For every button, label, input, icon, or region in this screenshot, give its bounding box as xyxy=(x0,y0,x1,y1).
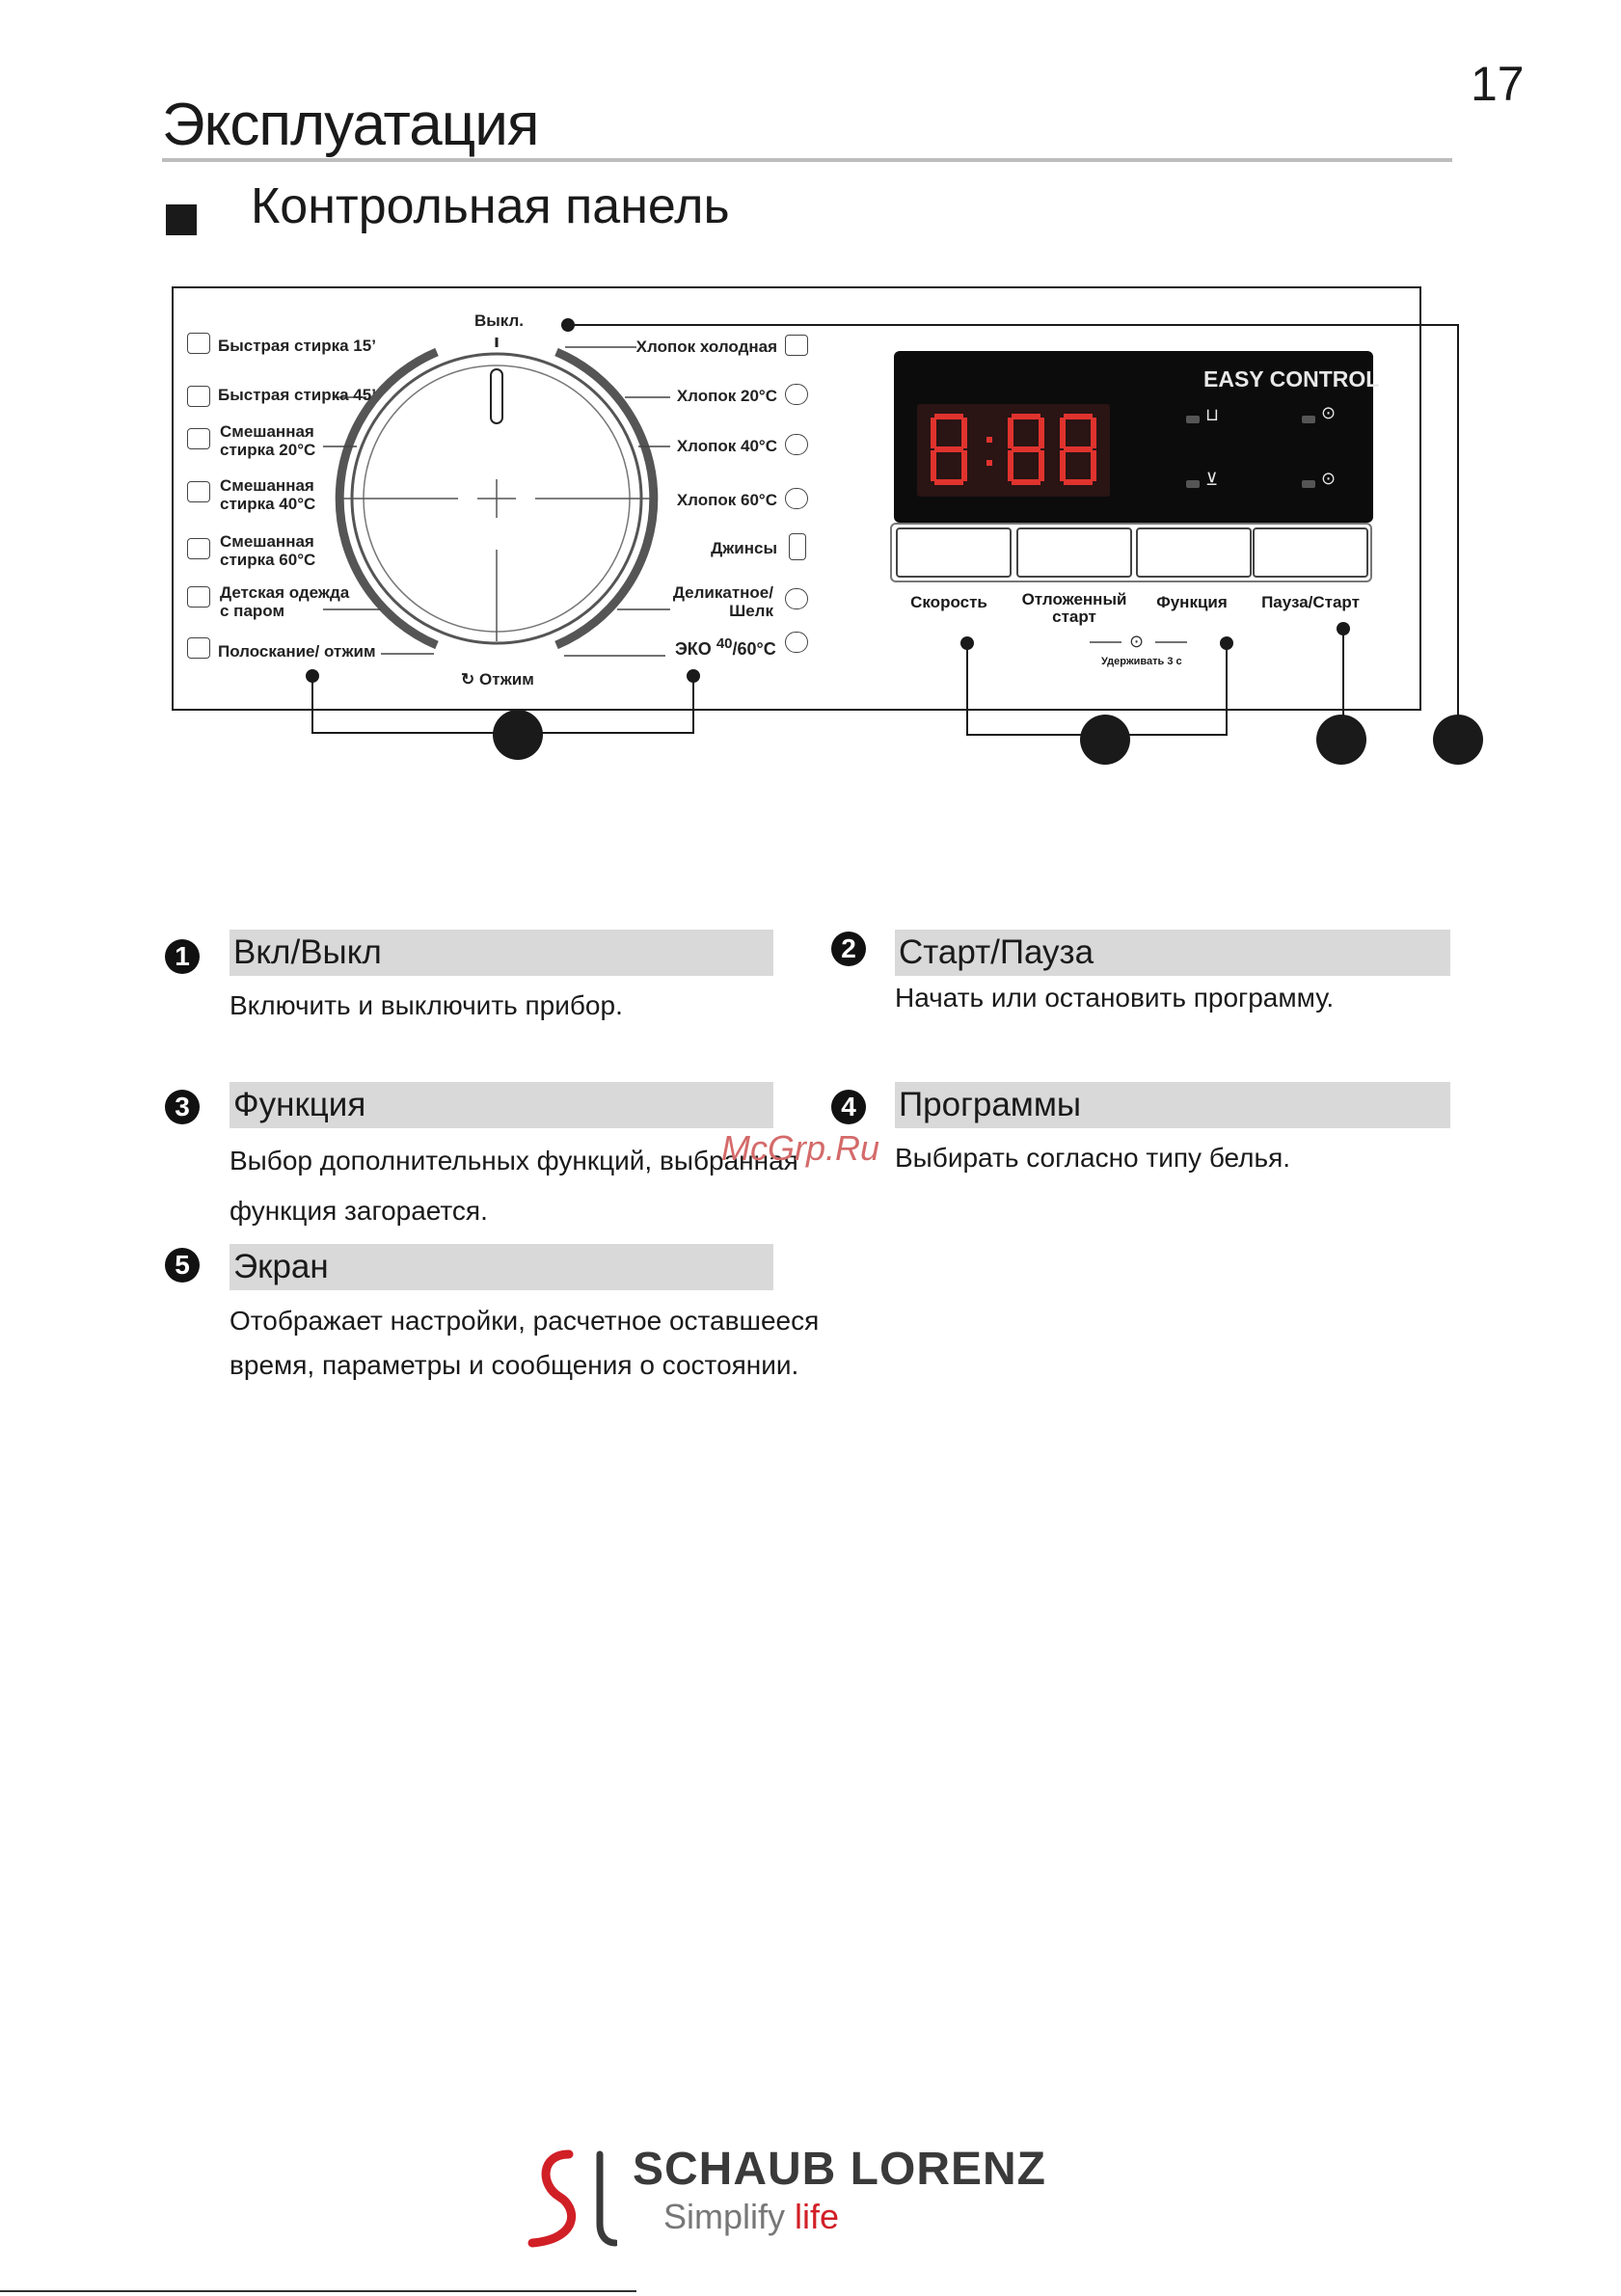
item-description: Включить и выключить прибор. xyxy=(230,990,623,1020)
knob-pointer xyxy=(491,369,502,423)
program-label: Хлопок холодная xyxy=(635,338,777,356)
eco-program-label: ЭКО $^{40}$/60°C xyxy=(675,635,776,659)
delay-start-button[interactable] xyxy=(1016,527,1132,578)
item-description: Выбор дополнительных функций, выбранная функция загорается. xyxy=(230,1146,798,1226)
eco-leaf-icon xyxy=(785,632,808,653)
shirt-icon xyxy=(187,428,210,449)
speed-label: Скорость xyxy=(910,593,987,611)
item-title: Программы xyxy=(899,1086,1082,1123)
cotton-icon xyxy=(785,434,808,455)
function-button[interactable] xyxy=(1136,527,1252,578)
page-title: Эксплуатация xyxy=(162,92,539,158)
pause-start-label: Пауза/Старт xyxy=(1261,593,1360,611)
brand-name: SCHAUB LORENZ xyxy=(633,2144,1046,2195)
item-title: Экран xyxy=(233,1248,329,1285)
program-label: Смешанная стирка 60°C xyxy=(220,532,316,569)
item-title: Вкл/Выкл xyxy=(233,933,382,971)
item-description: Отображает настройки, расчетное оставшееся время, параметры и сообщения о состоянии. xyxy=(230,1306,820,1380)
steam-led xyxy=(1186,480,1200,488)
cold-wash-icon xyxy=(785,335,808,356)
door-lock-icon: ⊙ xyxy=(1321,469,1337,488)
callout-dot-start xyxy=(1316,715,1366,765)
program-label: Хлопок 40°C xyxy=(676,437,777,455)
knob-off-label: Выкл. xyxy=(474,311,525,330)
brand-slogan: Simplify life xyxy=(663,2197,840,2236)
item-title: Функция xyxy=(233,1086,366,1123)
page-number: 17 xyxy=(1471,57,1525,111)
section-title: Контрольная панель xyxy=(251,178,730,234)
item-title: Старт/Пауза xyxy=(899,933,1094,971)
cotton-icon xyxy=(785,488,808,509)
shirt-icon xyxy=(187,538,210,559)
hold-label: Удерживать 3 с xyxy=(1101,656,1182,667)
jeans-icon xyxy=(789,533,806,560)
quick-wash-icon xyxy=(187,333,210,354)
speed-button[interactable] xyxy=(896,527,1012,578)
function-label: Функция xyxy=(1156,593,1228,611)
footer-rule xyxy=(0,2290,636,2292)
cotton-icon xyxy=(785,384,808,405)
knob-spin-label: Отжим xyxy=(478,670,534,689)
program-label: Быстрая стирка 45’ xyxy=(218,386,376,404)
quick-wash-icon xyxy=(187,386,210,407)
item-description: Выбирать согласно типу белья. xyxy=(895,1143,1291,1173)
item-number-badge: 3 xyxy=(165,1090,200,1124)
program-label: Смешанная стирка 40°C xyxy=(220,476,316,513)
shirt-icon xyxy=(187,481,210,502)
program-label: Хлопок 60°C xyxy=(676,491,777,509)
digit-segments xyxy=(917,404,1110,497)
easy-control-label: EASY CONTROL xyxy=(1203,366,1380,392)
door-lock-led xyxy=(1302,480,1315,488)
watermark: McGrp.Ru xyxy=(721,1128,880,1168)
steam-icon: ⊻ xyxy=(1205,470,1219,489)
baby-clothes-icon xyxy=(187,586,210,608)
delay-start-label: Отложенный старт xyxy=(1021,590,1127,626)
rinse-spin-icon xyxy=(187,637,210,659)
spin-icon: ↻ xyxy=(461,670,479,689)
callout-dot-onoff xyxy=(1433,715,1483,765)
child-lock-icon: ⊙ xyxy=(1129,632,1145,651)
pause-start-button[interactable] xyxy=(1253,527,1368,578)
item-number-badge: 5 xyxy=(165,1248,200,1283)
item-number-badge: 4 xyxy=(831,1090,866,1124)
child-lock-led xyxy=(1302,416,1315,423)
program-label: Джинсы xyxy=(711,539,777,557)
program-label: Смешанная стирка 20°C xyxy=(220,422,316,459)
item-number-badge: 2 xyxy=(831,932,866,966)
callout-dot-programs xyxy=(493,710,543,760)
callout-dot-function xyxy=(1080,715,1130,765)
child-lock-icon: ⊙ xyxy=(1321,403,1337,422)
delicate-icon xyxy=(785,588,808,609)
brand-logo-icon xyxy=(521,2147,617,2253)
program-label: Хлопок 20°C xyxy=(676,387,777,405)
program-label: Детская одежда с паром xyxy=(220,583,350,620)
program-label: Полоскание/ отжим xyxy=(218,642,376,661)
item-description: Начать или остановить программу. xyxy=(895,983,1335,1013)
digit-display xyxy=(917,404,1110,497)
item-number-badge: 1 xyxy=(165,939,200,974)
program-label: Деликатное/ Шелк xyxy=(672,583,773,620)
program-label: Быстрая стирка 15’ xyxy=(218,337,376,355)
prewash-led xyxy=(1186,416,1200,423)
prewash-icon: ⊔ xyxy=(1205,405,1220,424)
